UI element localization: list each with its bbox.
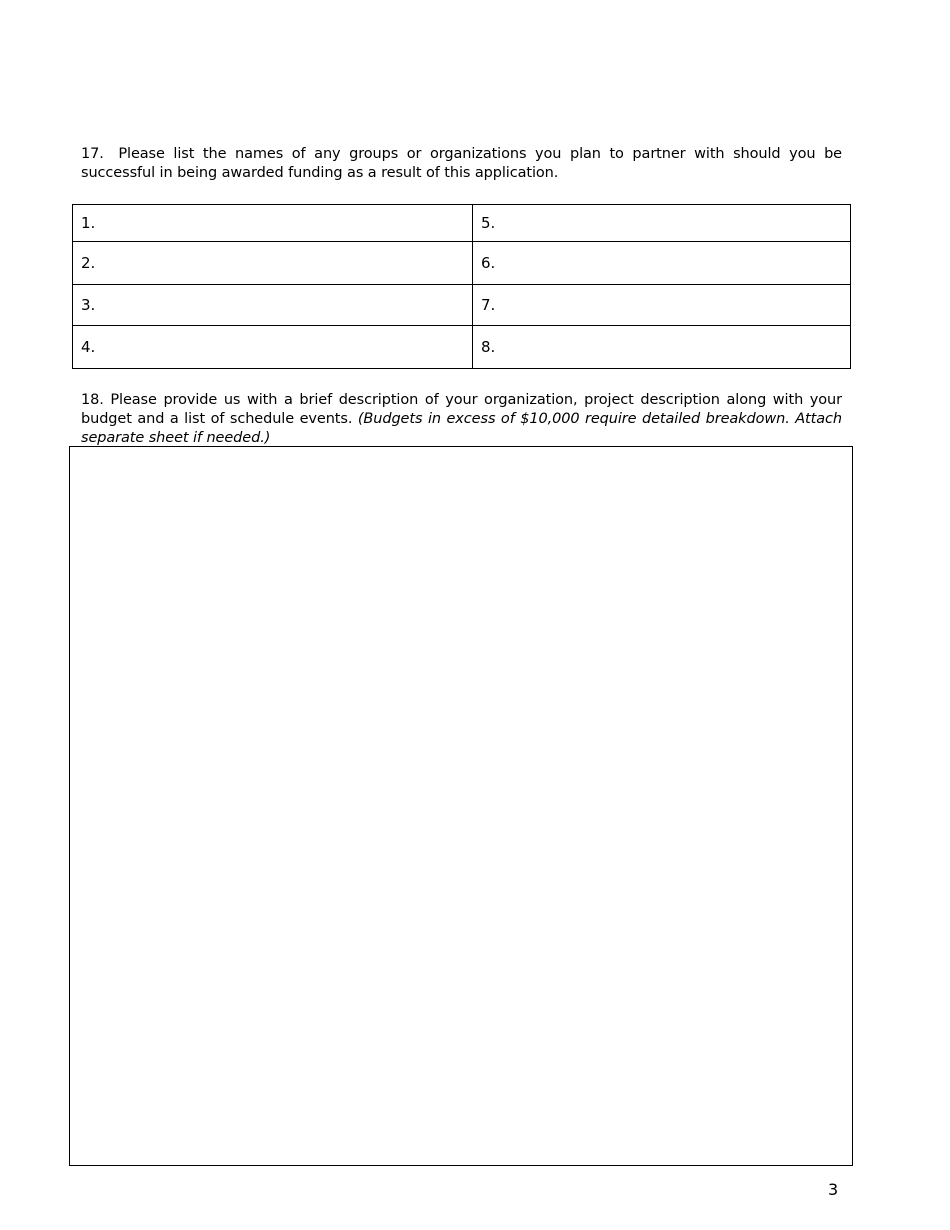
partner-field-1[interactable]: 1. [73, 205, 473, 242]
table-row [73, 205, 851, 242]
question-17 [81, 145, 842, 183]
page-number: 3 [828, 1180, 839, 1199]
table-row [73, 326, 851, 369]
partner-field-7[interactable]: 7. [473, 285, 851, 326]
question-18-budget-note: (Budgets in excess of $10,000 require detailed breakdown. Attach separate sheet if needed.) [81, 411, 842, 446]
question-18 [81, 391, 842, 447]
table-row [73, 285, 851, 326]
question-18-text: 18. Please provide us with a brief description of your organization, project description along with your budget and a list of schedule events. [81, 392, 842, 427]
partner-field-5[interactable]: 5. [473, 205, 851, 242]
partner-field-8[interactable]: 8. [473, 326, 851, 369]
question-17-text: Please list the names of any groups or organizations you plan to partner with should you be successful in being awarded funding as a result of this application. [81, 146, 842, 181]
partner-field-6[interactable]: 6. [473, 242, 851, 285]
table-row [73, 242, 851, 285]
partner-field-3[interactable]: 3. [73, 285, 473, 326]
question-17-number: 17. [81, 146, 104, 162]
partners-table [72, 204, 851, 369]
partner-field-4[interactable]: 4. [73, 326, 473, 369]
partner-field-2[interactable]: 2. [73, 242, 473, 285]
description-answer-box[interactable] [69, 446, 853, 1166]
